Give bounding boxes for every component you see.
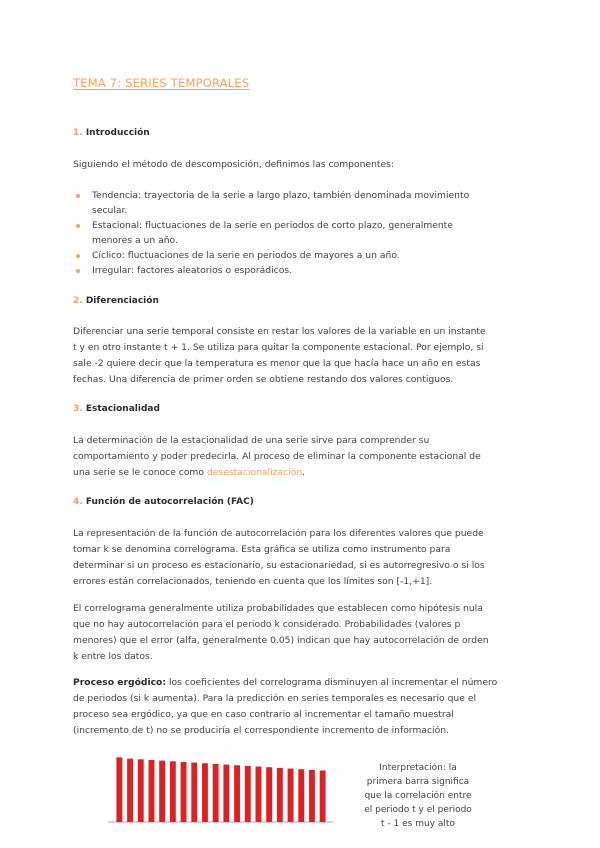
section-title: Función de autocorrelación (FAC) — [85, 497, 254, 507]
paragraph-line: menores) que el error (alfa, generalmente 0.05) indican que hay autocorrelación de orden — [73, 635, 489, 646]
paragraph-line: proceso sea ergódico, ya que en caso contrario al incrementar el tamaño muestral — [73, 709, 454, 720]
paragraph-line: de periodos (si k aumenta). Para la predicción en series temporales es necesario que el — [73, 693, 477, 704]
correlogram-bar-14 — [256, 767, 262, 822]
caption-line: que la correlación entre — [364, 791, 472, 801]
paragraph-line: Diferenciar una serie temporal consiste en restar los valores de la variable en un instante — [73, 326, 486, 337]
section-heading-fac — [73, 497, 254, 507]
correlogram-bar-13 — [245, 766, 251, 822]
section-title: Introducción — [85, 128, 150, 138]
caption-line: el periodo t y el periodo — [364, 805, 472, 815]
bullet-icon — [76, 194, 80, 198]
list-item-line: menores a un año. — [92, 235, 178, 246]
section-number: 1. — [73, 128, 83, 138]
paragraph-line: comportamiento y poder predecirla. Al proceso de eliminar la componente estacional de — [73, 451, 481, 462]
list-item-line: Cíclico: fluctuaciones de la serie en periodos de mayores a un año. — [92, 250, 400, 261]
section-heading-diferenciacion — [73, 296, 159, 306]
list-item-line: Estacional: fluctuaciones de la serie en periodos de corto plazo, generalmente — [92, 220, 453, 231]
text-segment: los coeficientes del correlograma disminuyen al incrementar el número — [166, 677, 498, 688]
paragraph-line: (incremento de t) no se produciría el correspondiente incremento de información. — [73, 725, 449, 736]
paragraph-line: sale -2 quiere decir que la temperatura es menor que la que hacía hace un año en estas — [73, 358, 481, 369]
correlogram-bar-7 — [181, 762, 187, 822]
paragraph-line: La determinación de la estacionalidad de una serie sirve para comprender su — [73, 435, 430, 446]
correlogram-bar-3 — [138, 759, 144, 822]
correlogram-chart — [88, 750, 338, 835]
correlogram-bar-5 — [159, 761, 165, 822]
estacionalidad-paragraph — [73, 433, 533, 481]
list-item-estacional — [92, 218, 512, 248]
correlogram-bar-2 — [127, 759, 133, 822]
text-segment: . — [302, 467, 306, 478]
section-number: 3. — [73, 404, 83, 414]
paragraph-line: determinar si un proceso es estacionario, su estacionariedad, si es autorregresivo o si los — [73, 560, 485, 571]
section-number: 4. — [73, 497, 83, 507]
text-segment: una serie se le conoce como — [73, 467, 207, 478]
correlogram-bar-8 — [191, 763, 197, 822]
bullet-icon — [76, 254, 80, 258]
correlogram-bar-6 — [170, 761, 176, 822]
correlogram-bar-9 — [202, 763, 208, 822]
diferenciacion-paragraph — [73, 324, 533, 388]
paragraph-line: fechas. Una diferencia de primer orden se obtiene restando dos valores contiguos. — [73, 374, 454, 385]
caption-line: t - 1 es muy alto — [381, 819, 455, 829]
paragraph-line: que no hay autocorrelación para el periodo k considerado. Probabilidades (valores p — [73, 619, 461, 630]
paragraph-line: t y en otro instante t + 1. Se utiliza para quitar la componente estacional. Por ejemplo, si — [73, 342, 484, 353]
fac-paragraph-1 — [73, 526, 533, 590]
section-title: Estacionalidad — [85, 404, 160, 414]
section-heading-introduccion — [73, 128, 150, 138]
correlogram-bar-11 — [223, 765, 229, 822]
paragraph-line — [73, 675, 533, 691]
section-number: 2. — [73, 296, 83, 306]
correlogram-bar-16 — [277, 768, 283, 822]
highlighted-term: desestacionalización — [206, 467, 303, 478]
correlogram-bar-10 — [213, 764, 219, 822]
section-title: Diferenciación — [85, 296, 159, 306]
correlogram-bar-20 — [320, 771, 326, 822]
bold-term: Proceso ergódico: — [73, 677, 167, 688]
correlogram-bar-18 — [298, 769, 304, 822]
paragraph-line: El correlograma generalmente utiliza probabilidades que establecen como hipótesis nula — [73, 603, 483, 614]
list-item-line: secular. — [92, 205, 128, 216]
correlogram-bar-15 — [266, 767, 272, 822]
fac-paragraph-ergodico — [73, 675, 533, 739]
fac-paragraph-2 — [73, 601, 533, 665]
paragraph-line: tomar k se denomina correlograma. Esta gráfica se utiliza como instrumento para — [73, 544, 451, 555]
list-item-tendencia — [92, 188, 512, 218]
section-heading-estacionalidad — [73, 404, 160, 414]
bullet-icon — [76, 224, 80, 228]
list-item-ciclico — [92, 248, 512, 263]
caption-line: primera barra significa — [366, 777, 470, 787]
correlogram-bar-19 — [309, 770, 315, 822]
caption-line: Interpretación: la — [379, 763, 457, 773]
paragraph-line — [73, 465, 533, 481]
correlogram-bar-12 — [234, 765, 240, 822]
page-title: TEMA 7: SERIES TEMPORALES — [73, 76, 250, 90]
chart-caption — [362, 761, 474, 831]
paragraph-line: errores están correlacionados, teniendo en cuenta que los límites son [-1,+1]. — [73, 576, 433, 587]
list-item-irregular — [92, 263, 512, 278]
intro-paragraph: Siguiendo el método de descomposición, definimos las componentes: — [73, 159, 395, 170]
correlogram-bar-4 — [149, 760, 155, 822]
paragraph-line: La representación de la función de autocorrelación para los diferentes valores que puede — [73, 528, 484, 539]
list-item-line: Irregular: factores aleatorios o esporádicos. — [92, 265, 293, 276]
bullet-icon — [76, 269, 80, 273]
paragraph-line: k entre los datos. — [73, 651, 153, 662]
correlogram-bar-17 — [288, 769, 294, 822]
list-item-line: Tendencia: trayectoria de la serie a largo plazo, también denominada movimiento — [92, 190, 470, 201]
correlogram-bar-1 — [116, 757, 122, 822]
